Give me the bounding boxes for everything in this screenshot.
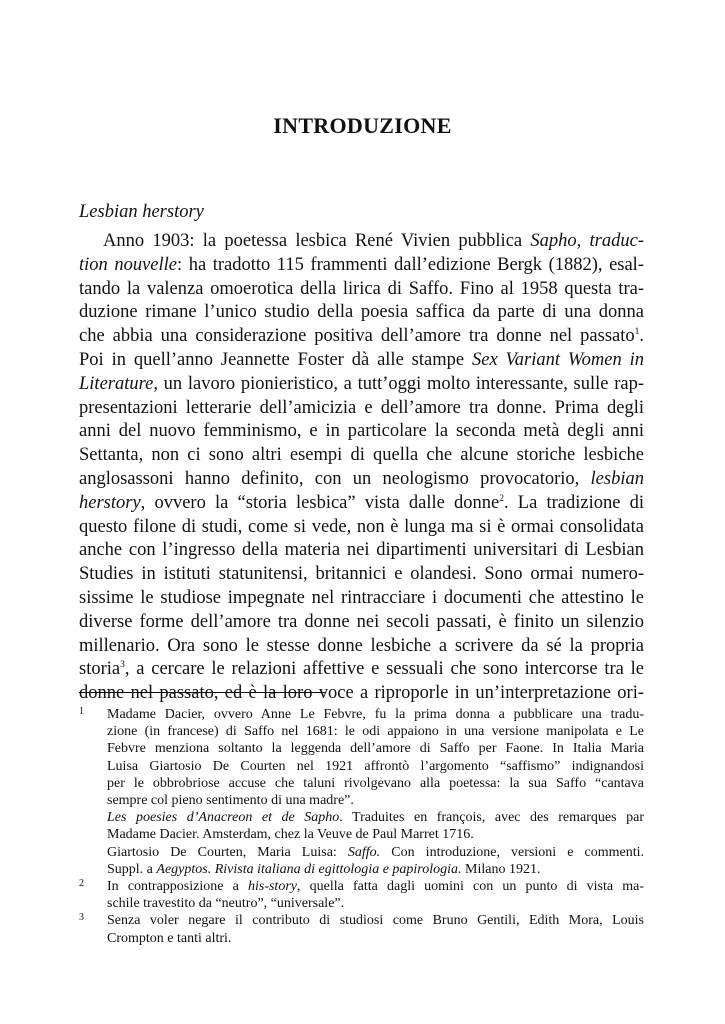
text-run: questo filone di studi, come si vede, non è lunga ma si è ormai consolidata (79, 516, 644, 537)
body-line (79, 325, 644, 349)
text-run: presentazioni letterarie dell’amicizia e dell’amore tra donne. Prima degli (79, 397, 644, 418)
text-run: Anno 1903: la poetessa lesbica René Vivien pubblica (103, 231, 531, 251)
body-line (79, 373, 644, 397)
text-run: . La tradizione di (503, 492, 644, 513)
footnote-line (107, 792, 644, 809)
text-run: Crompton e tanti altri. (107, 930, 232, 946)
body-line (79, 468, 644, 492)
footnote-line (107, 912, 644, 929)
italic-text: Sex Variant Women in (471, 349, 644, 370)
footnote-line (107, 861, 644, 878)
text-run: anni del nuovo femminismo, e in particolare la seconda metà degli anni (79, 421, 644, 442)
italic-text: Saffo. (347, 844, 381, 860)
footnote-line (107, 740, 644, 757)
text-run: per le obbrobriose accuse che taluni rivolgevano alla poetessa: la sua Saffo “cantava (107, 775, 644, 791)
text-run: , un lavoro pionieristico, a tutt’oggi molto interessante, sulle rap- (153, 373, 644, 394)
footnote-number: 2 (79, 878, 84, 890)
text-run: , a cercare le relazioni affettive e sessuali che sono intercorse tra le (124, 659, 644, 680)
section-heading: Lesbian herstory (79, 202, 204, 222)
body-line (79, 301, 644, 325)
italic-text: Literature (79, 373, 154, 394)
footnote-line (107, 895, 644, 912)
italic-text: herstory (79, 492, 141, 513)
text-run: : ha tradotto 115 frammenti dall’edizione Bergk (1882), esal- (177, 254, 644, 275)
text-run: Settanta, non ci sono altri esempi di quella che alcune storiche lesbiche (79, 445, 644, 466)
footnote-3 (79, 912, 644, 946)
body-line (79, 682, 644, 706)
footnote-line (107, 826, 644, 843)
text-run: storia (79, 659, 121, 680)
body-line (79, 349, 644, 373)
text-run: Senza voler negare il contributo di studiosi come Bruno Gentili, Edith Mora, Louis (107, 913, 644, 929)
footnote-line (107, 723, 644, 740)
body-line (79, 587, 644, 611)
body-line (79, 611, 644, 635)
text-run: Madame Dacier. Amsterdam, chez la Veuve de Paul Marret 1716. (107, 827, 474, 843)
body-line (79, 397, 644, 421)
body-line (79, 492, 644, 516)
text-run: . Traduites en françois, avec des remarques par (339, 810, 644, 826)
body-paragraph (79, 230, 644, 706)
text-run: Con introduzione, versioni e commenti. (380, 844, 645, 860)
body-line (79, 516, 644, 540)
footnote-reference: 2 (499, 493, 504, 504)
text-run: Studies in istituti statunitensi, britannici e olandesi. Sono ormai numero- (79, 564, 644, 585)
body-line (79, 420, 644, 444)
text-run: schile travestito da “neutro”, “universale”. (107, 896, 345, 912)
italic-text: Les poesies d’Anacreon et de Sapho (107, 810, 340, 826)
text-run: In contrapposizione a (107, 879, 248, 895)
body-line (79, 230, 644, 254)
footnote-line (107, 758, 644, 775)
footnote-divider (79, 692, 326, 693)
footnote-reference: 1 (634, 327, 640, 338)
footnote-number: 1 (79, 706, 84, 717)
body-line (79, 254, 644, 278)
body-line (79, 563, 644, 587)
footnote-line (107, 930, 644, 947)
italic-text: his-story (247, 879, 297, 895)
text-run: sempre col pieno sentimento di una madre”. (107, 793, 354, 809)
text-run: Milano 1921. (461, 861, 541, 877)
text-run: donne nel passato, ed è la loro voce a riproporle in un’interpretazione ori- (79, 683, 644, 704)
text-run: che abbia una considerazione positiva dell’amore tra donne nel passato (79, 326, 635, 347)
text-run: sissime le studiose impegnate nel rintracciare i documenti che attestino le (79, 587, 644, 608)
footnote-line (107, 775, 644, 792)
body-line (79, 444, 644, 468)
italic-text: Sapho, traduc- (530, 231, 644, 251)
italic-text: Aegyptos. Rivista italiana di egittologia e papirologia. (156, 861, 462, 877)
footnote-reference: 3 (120, 660, 125, 671)
text-run: tando la valenza omoerotica della lirica di Saffo. Fino al 1958 questa tra- (79, 278, 644, 299)
body-line (79, 635, 644, 659)
footnote-2 (79, 878, 644, 912)
body-line (79, 278, 644, 302)
body-line (79, 658, 644, 682)
text-run: anglosassoni hanno definito, con un neologismo provocatorio, (79, 468, 591, 489)
text-run: anche con l’ingresso della materia nei dipartimenti universitari di Lesbian (79, 540, 644, 561)
footnote-line (107, 809, 644, 826)
italic-text: tion nouvelle (79, 254, 177, 275)
text-run: duzione rimane l’unico studio della poesia saffica da parte di una donna (79, 302, 644, 323)
text-run: , quella fatta dagli uomini con un punto di vista ma- (296, 879, 644, 895)
text-run: diverse forme dell’amore tra donne nei secoli passati, è finito un silenzio (79, 611, 644, 632)
text-run: Febvre menziona soltanto la leggenda dell’amore di Saffo per Faone. In Italia Maria (107, 741, 644, 757)
italic-text: lesbian (590, 468, 644, 489)
body-line (79, 539, 644, 563)
text-run: Luisa Giartosio De Courten nel 1921 affrontò l’argomento “saffismo” indignandosi (107, 758, 644, 774)
text-run: . (639, 326, 644, 347)
text-run: Giartosio De Courten, Maria Luisa: (107, 844, 348, 860)
footnote-1 (79, 706, 644, 878)
page-title: INTRODUZIONE (273, 113, 452, 138)
text-run: Poi in quell’anno Jeannette Foster dà alle stampe (79, 349, 472, 370)
text-run: Madame Dacier, ovvero Anne Le Febvre, fu la prima donna a pubblicare una tradu- (107, 707, 644, 722)
footnote-number: 3 (79, 912, 84, 924)
footnote-line (107, 706, 644, 723)
text-run: zione (in francese) di Saffo nel 1681: le odi appaiono in una versione manipolata e Le (107, 724, 644, 740)
text-run: Suppl. a (107, 861, 157, 877)
footnote-line (107, 878, 644, 895)
footnotes (79, 706, 644, 947)
footnote-line (107, 844, 644, 861)
text-run: , ovvero la “storia lesbica” vista dalle donne (140, 492, 500, 513)
text-run: millenario. Ora sono le stesse donne lesbiche a scrivere da sé la propria (79, 635, 644, 656)
